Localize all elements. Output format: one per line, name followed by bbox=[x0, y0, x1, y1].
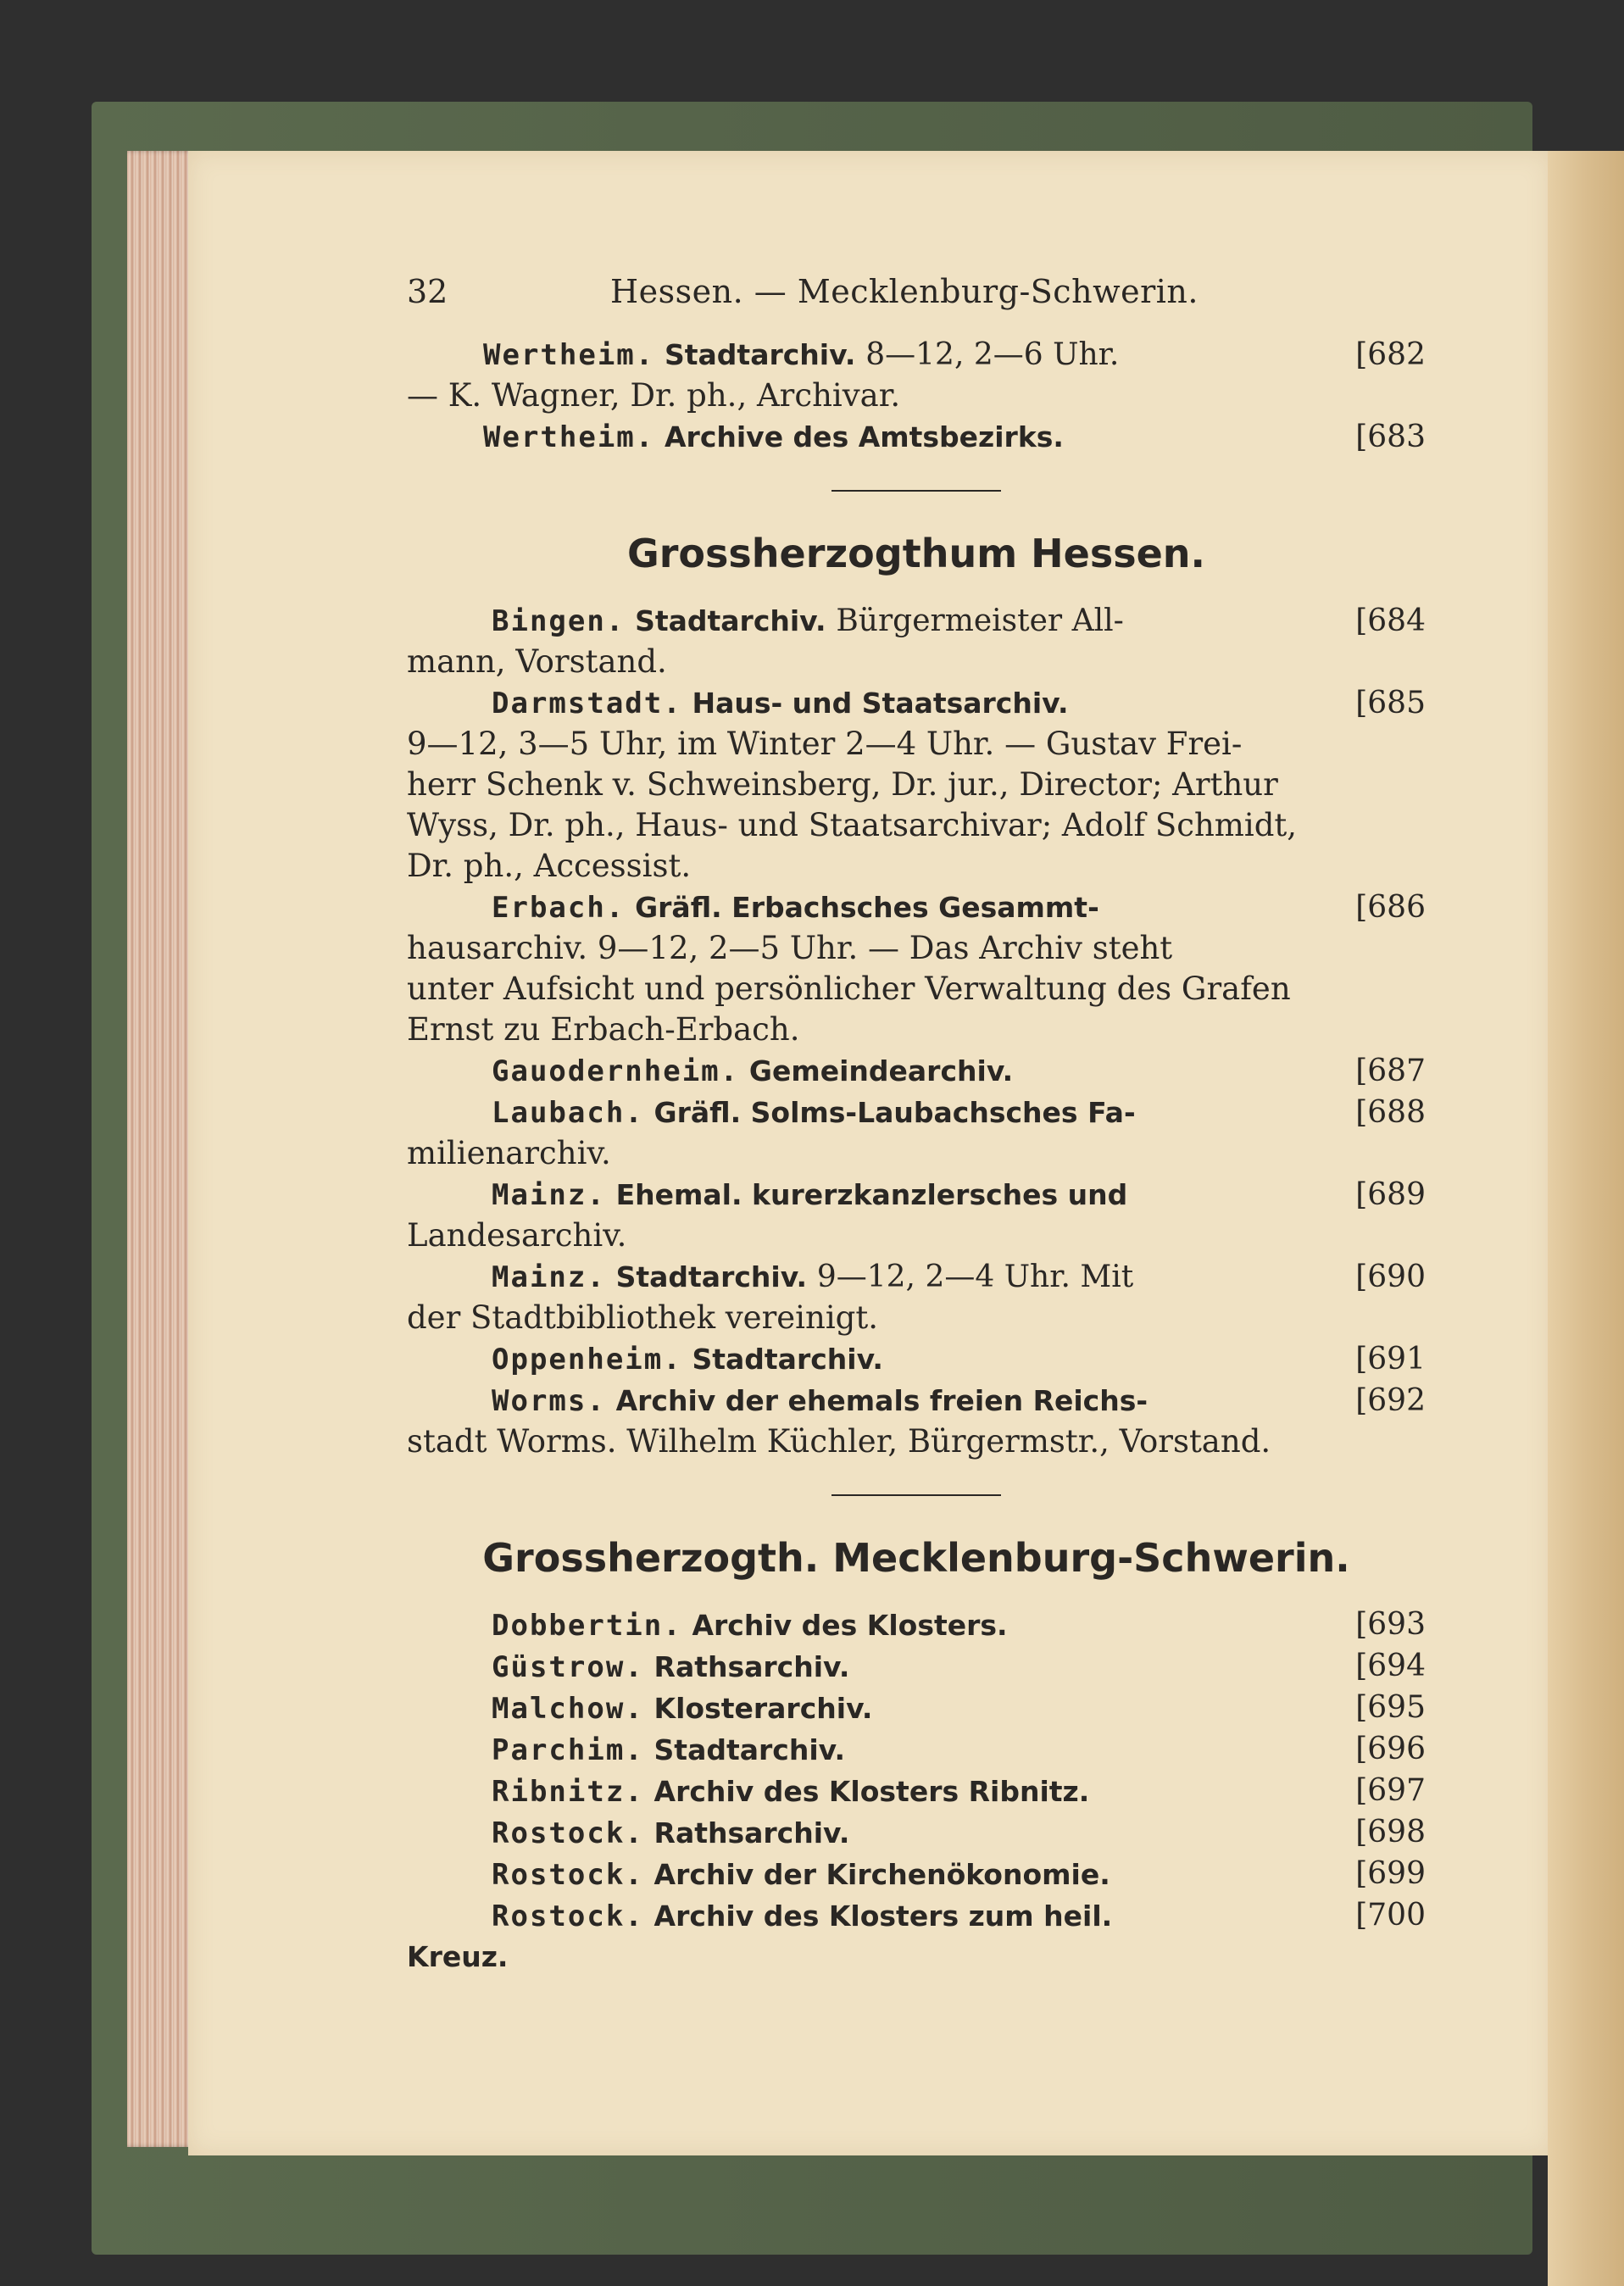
entry-title: Archiv des Klosters zum heil. bbox=[653, 1899, 1113, 1933]
entry-first-line bbox=[407, 1092, 1426, 1133]
facing-page-edge bbox=[1548, 151, 1624, 2286]
entry-place: Mainz. bbox=[492, 1178, 606, 1212]
entry-place: Parchim. bbox=[492, 1733, 644, 1767]
entry-ref: [695 bbox=[1355, 1690, 1426, 1725]
entry-continuation: Ernst zu Erbach-Erbach. bbox=[407, 1011, 800, 1048]
entry bbox=[407, 416, 1426, 458]
entry-place: Darmstadt. bbox=[492, 687, 682, 720]
entry-continuation: mann, Vorstand. bbox=[407, 643, 667, 680]
hessen-entries bbox=[407, 600, 1426, 1462]
entry-continuation: Dr. ph., Accessist. bbox=[407, 848, 692, 884]
entry-place: Ribnitz. bbox=[492, 1775, 644, 1809]
entry bbox=[407, 1092, 1426, 1174]
entry-continuation: — K. Wagner, Dr. ph., Archivar. bbox=[407, 377, 901, 414]
entry-first-line bbox=[407, 600, 1426, 642]
entry-title: Stadtarchiv. bbox=[653, 1733, 846, 1766]
entry-first-line bbox=[407, 682, 1426, 724]
entry-continuation: 9—12, 3—5 Uhr, im Winter 2—4 Uhr. — Gustav Frei- bbox=[407, 726, 1243, 762]
page-header bbox=[407, 261, 1426, 312]
entry bbox=[407, 1729, 1426, 1771]
entry-ref: [696 bbox=[1355, 1732, 1426, 1766]
entry-title: Stadtarchiv. bbox=[692, 1343, 883, 1376]
page-number: 32 bbox=[407, 273, 448, 310]
entry-title: Gräfl. Erbachsches Gesammt- bbox=[635, 891, 1099, 924]
entry-ref: [691 bbox=[1355, 1342, 1426, 1377]
entry bbox=[407, 1050, 1426, 1092]
entry-place: Oppenheim. bbox=[492, 1343, 682, 1377]
entry-first-line bbox=[407, 1256, 1426, 1298]
entry bbox=[407, 1605, 1426, 1646]
entry-place: Güstrow. bbox=[492, 1650, 644, 1684]
entry bbox=[407, 1895, 1426, 1937]
entry-continuation: Landesarchiv. bbox=[407, 1217, 627, 1254]
entry-first-line bbox=[407, 1338, 1426, 1380]
entry-place: Bingen. bbox=[492, 604, 626, 638]
entry bbox=[407, 1688, 1426, 1729]
entry-first-line bbox=[407, 887, 1426, 928]
entry-ref: [690 bbox=[1355, 1260, 1426, 1294]
entry bbox=[407, 1338, 1426, 1380]
entry-title: Klosterarchiv. bbox=[653, 1692, 873, 1725]
entry-place: Rostock. bbox=[492, 1899, 644, 1933]
entry-continuation: Wyss, Dr. ph., Haus- und Staatsarchivar; Adolf Schmidt, bbox=[407, 807, 1298, 843]
entry-continuation: der Stadtbibliothek vereinigt. bbox=[407, 1299, 878, 1336]
entry-title: Archiv der Kirchenökonomie. bbox=[653, 1858, 1110, 1891]
entry-place: Mainz. bbox=[492, 1260, 606, 1294]
entry-first-line bbox=[407, 1050, 1426, 1092]
mecklenburg-entries bbox=[407, 1605, 1426, 1937]
entry-title: Haus- und Staatsarchiv. bbox=[692, 687, 1069, 720]
entry-title: Stadtarchiv. bbox=[635, 604, 826, 637]
entry-place: Wertheim. bbox=[483, 338, 655, 372]
entry bbox=[407, 1380, 1426, 1462]
entry bbox=[407, 682, 1426, 887]
entry-continuation: stadt Worms. Wilhelm Küchler, Bürgermstr., Vorstand. bbox=[407, 1423, 1271, 1460]
entry bbox=[407, 1854, 1426, 1895]
entry-title: Stadtarchiv. bbox=[665, 338, 856, 371]
entry-ref: [682 bbox=[1355, 337, 1426, 372]
entry bbox=[407, 334, 1426, 375]
entry-first-line bbox=[407, 1174, 1426, 1215]
entry-ref: [692 bbox=[1355, 1383, 1426, 1418]
entry-place: Gauodernheim. bbox=[492, 1054, 740, 1088]
entry-continuation: herr Schenk v. Schweinsberg, Dr. jur., Director; Arthur bbox=[407, 766, 1278, 803]
entry bbox=[407, 1812, 1426, 1854]
entry-rest: 8—12, 2—6 Uhr. bbox=[865, 337, 1120, 372]
entry-continuation: hausarchiv. 9—12, 2—5 Uhr. — Das Archiv steht bbox=[407, 930, 1173, 966]
entry-first-line bbox=[407, 1380, 1426, 1421]
entry-title: Rathsarchiv. bbox=[653, 1816, 850, 1849]
entry bbox=[407, 1646, 1426, 1688]
section-divider bbox=[831, 1494, 1001, 1496]
entry-ref: [694 bbox=[1355, 1649, 1426, 1683]
entry-title: Rathsarchiv. bbox=[653, 1650, 850, 1683]
entry-ref: [684 bbox=[1355, 603, 1426, 638]
entry-ref: [687 bbox=[1355, 1054, 1426, 1088]
entry bbox=[407, 887, 1426, 1050]
entry-continuation: Kreuz. bbox=[407, 1940, 509, 1973]
section-title-hessen: Grossherzogthum Hessen. bbox=[626, 531, 1206, 576]
page-stack-edge bbox=[127, 151, 195, 2147]
entry bbox=[407, 600, 1426, 682]
entry-place: Laubach. bbox=[492, 1096, 644, 1130]
entry-title: Gemeindearchiv. bbox=[748, 1054, 1014, 1087]
entry-place: Malchow. bbox=[492, 1692, 644, 1726]
entry-title: Ehemal. kurerzkanzlersches und bbox=[615, 1178, 1128, 1211]
entry-ref: [683 bbox=[1355, 420, 1426, 454]
entry-ref: [700 bbox=[1355, 1898, 1426, 1933]
entry bbox=[407, 1256, 1426, 1338]
entry-place: Rostock. bbox=[492, 1816, 644, 1850]
entry-title: Gräfl. Solms-Laubachsches Fa- bbox=[653, 1096, 1136, 1129]
entry-place: Worms. bbox=[492, 1384, 606, 1418]
entry-ref: [685 bbox=[1355, 686, 1426, 720]
entry-place: Erbach. bbox=[492, 891, 626, 925]
entry-ref: [697 bbox=[1355, 1773, 1426, 1808]
entry-title: Archiv des Klosters Ribnitz. bbox=[653, 1775, 1090, 1808]
entry-title: Archiv des Klosters. bbox=[692, 1609, 1008, 1642]
entry-title: Archive des Amtsbezirks. bbox=[665, 420, 1064, 453]
running-title: Hessen. — Mecklenburg-Schwerin. bbox=[610, 273, 1199, 310]
entry-title: Stadtarchiv. bbox=[615, 1260, 808, 1293]
section-title-mecklenburg: Grossherzogth. Mecklenburg-Schwerin. bbox=[482, 1535, 1350, 1581]
section-divider bbox=[831, 490, 1001, 492]
entry bbox=[407, 1174, 1426, 1256]
entry-title: Archiv der ehemals freien Reichs- bbox=[615, 1384, 1148, 1417]
entry-place: Rostock. bbox=[492, 1858, 644, 1892]
entry-rest: Bürgermeister All- bbox=[836, 603, 1124, 638]
entry-ref: [686 bbox=[1355, 890, 1426, 925]
entry-place: Dobbertin. bbox=[492, 1609, 682, 1643]
entry-ref: [698 bbox=[1355, 1815, 1426, 1849]
entry-ref: [693 bbox=[1355, 1607, 1426, 1642]
entry bbox=[407, 1771, 1426, 1812]
page-text bbox=[407, 261, 1426, 1977]
entry-ref: [689 bbox=[1355, 1177, 1426, 1212]
entry-ref: [699 bbox=[1355, 1856, 1426, 1891]
entry-place: Wertheim. bbox=[483, 420, 655, 454]
entry-rest: 9—12, 2—4 Uhr. Mit bbox=[816, 1260, 1134, 1294]
entry-ref: [688 bbox=[1355, 1095, 1426, 1130]
final-line bbox=[407, 1937, 1426, 1977]
entry-continuation: unter Aufsicht und persönlicher Verwaltung des Grafen bbox=[407, 971, 1291, 1007]
entry-continuation: milienarchiv. bbox=[407, 1135, 611, 1171]
